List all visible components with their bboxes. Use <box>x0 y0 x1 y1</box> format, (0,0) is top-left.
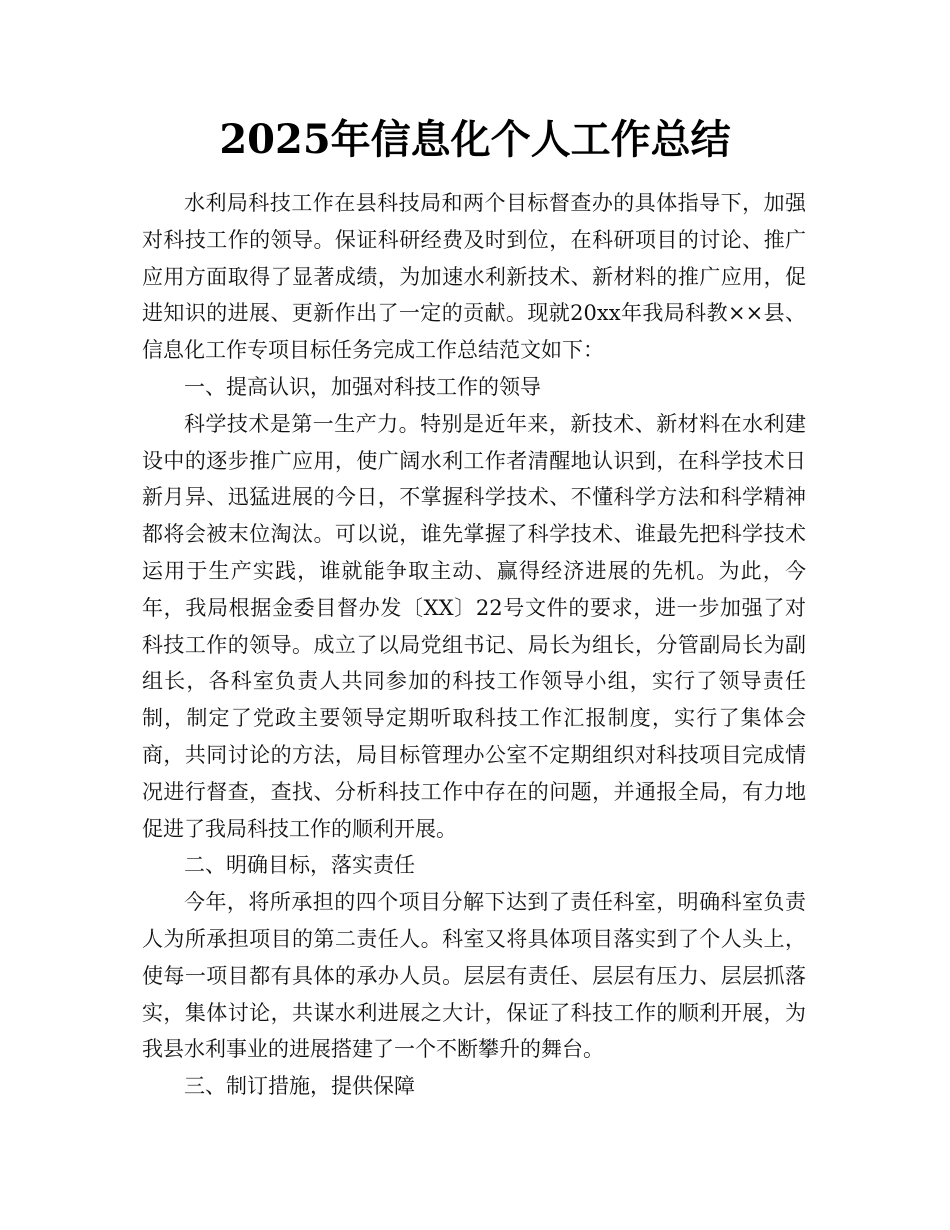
section-heading-1: 一、提高认识，加强对科技工作的领导 <box>184 374 541 399</box>
paragraph-section-1: 科学技术是第一生产力。特别是近年来，新技术、新材料在水利建设中的逐步推广应用，使广阔水利工作者清醒地认识到，在科学技术日新月异、迅猛进展的今日，不掌握科学技术、不懂科学方法和科学精神都将会被末位淘汰。可以说，谁先掌握了科学技术、谁最先把科学技术运用于生产实践，谁就能争取主动、赢得经济进展的先机。为此，今年，我局根据金委目督办发〔XX〕22号文件的要求，进一步加强了对科技工作的领导。成立了以局党组书记、局长为组长，分管副局长为副组长，各科室负责人共同参加的科技工作领导小组，实行了领导责任制，制定了党政主要领导定期听取科技工作汇报制度，实行了集体会商，共同讨论的方法，局目标管理办公室不定期组织对科技项目完成情况进行督查，查找、分析科技工作中存在的问题，并通报全局，有力地促进了我局科技工作的顺利开展。 <box>142 411 806 841</box>
paragraph-section-2: 今年，将所承担的四个项目分解下达到了责任科室，明确科室负责人为所承担项目的第二责任人。科室又将具体项目落实到了个人头上，使每一项目都有具体的承办人员。层层有责任、层层有压力、层层抓落实，集体讨论，共谋水利进展之大计，保证了科技工作的顺利开展，为我县水利事业的进展搭建了一个不断攀升的舞台。 <box>142 890 806 1062</box>
section-heading-3: 三、制订措施，提供保障 <box>184 1074 415 1099</box>
section-heading-2: 二、明确目标，落实责任 <box>184 853 415 878</box>
document-title: 2025年信息化个人工作总结 <box>219 116 731 163</box>
paragraph-intro: 水利局科技工作在县科技局和两个目标督查办的具体指导下，加强对科技工作的领导。保证科研经费及时到位，在科研项目的讨论、推广应用方面取得了显著成绩，为加速水利新技术、新材料的推广应用，促进知识的进展、更新作出了一定的贡献。现就20xx年我局科教××县、信息化工作专项目标任务完成工作总结范文如下： <box>142 191 806 363</box>
document-body <box>142 185 806 1105</box>
